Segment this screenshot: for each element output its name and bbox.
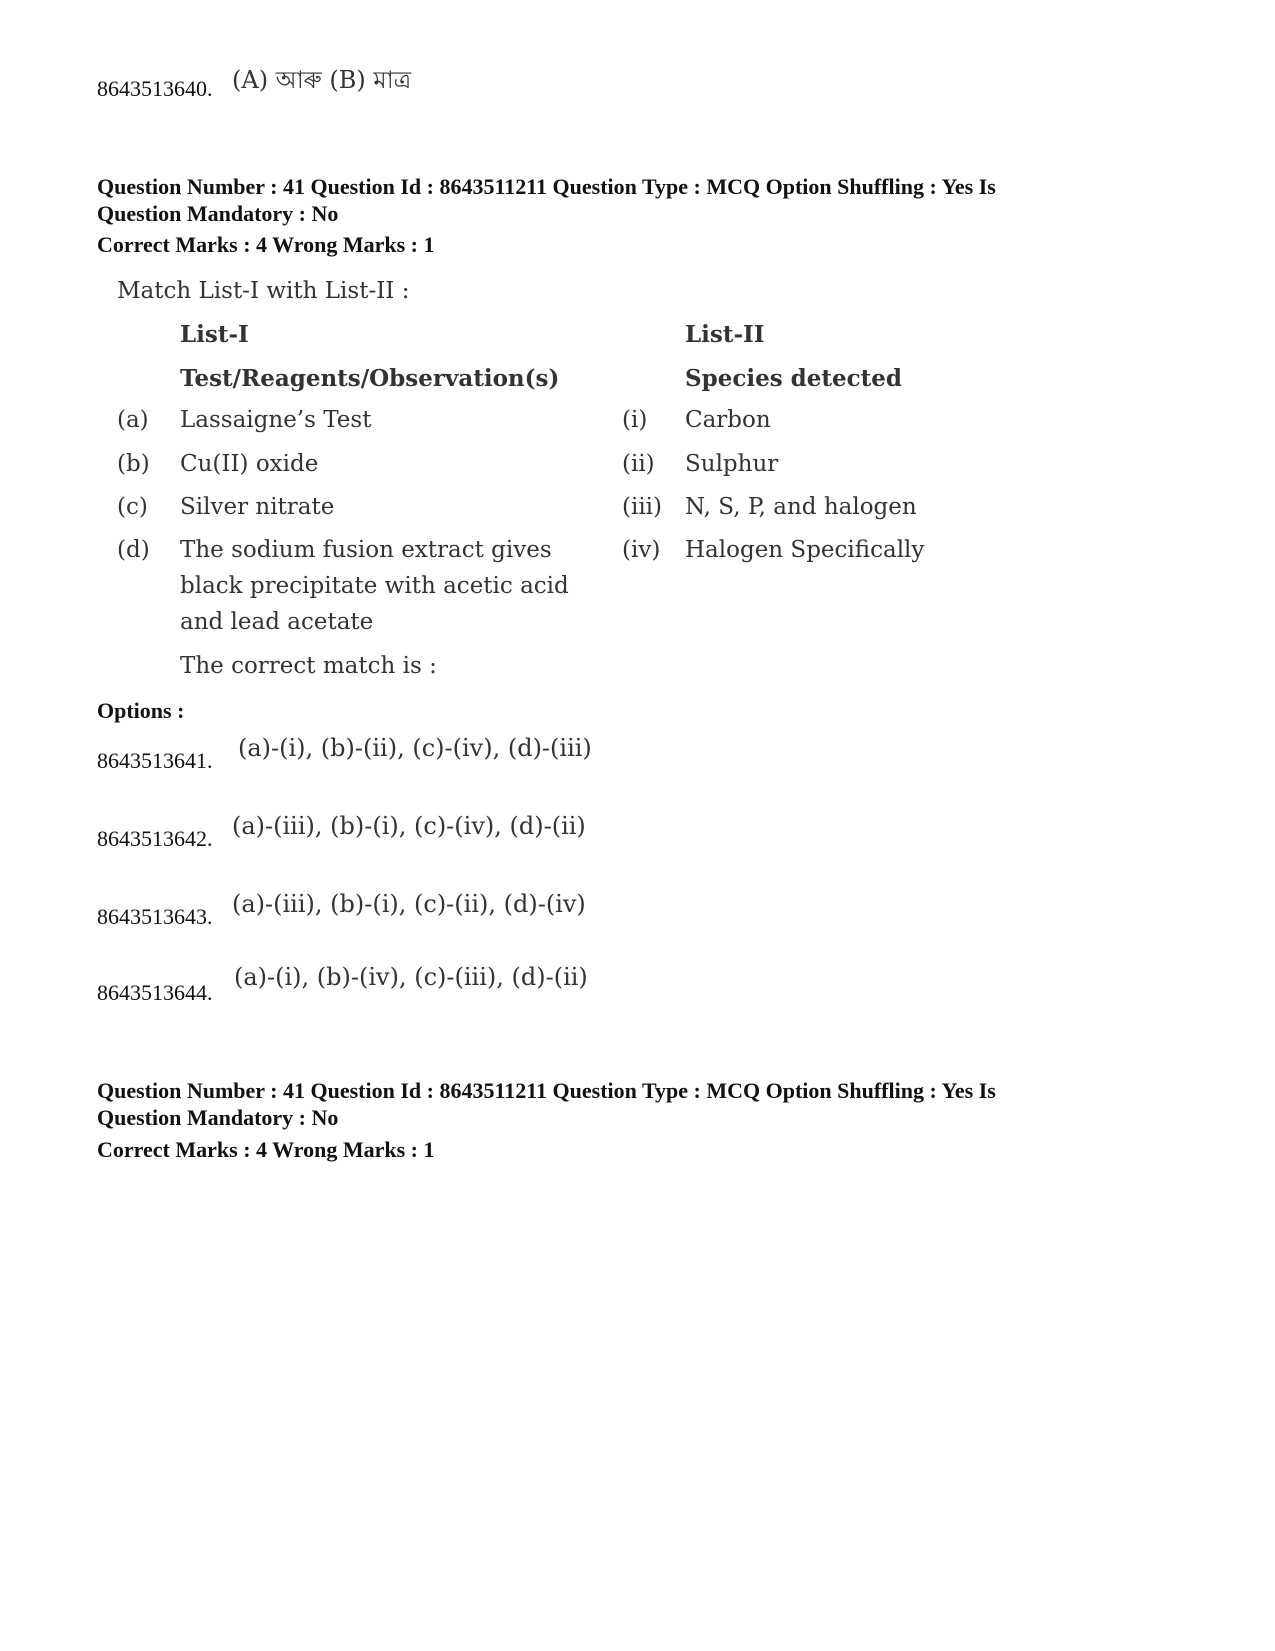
options-label: Options : [97, 698, 185, 723]
list1-item-line: and lead acetate [180, 609, 374, 635]
question-meta-line: Question Number : 41 Question Id : 8643511211 Question Type : MCQ Option Shuffling : Yes Is [97, 1078, 996, 1103]
question-mandatory: Question Mandatory : No [97, 1105, 339, 1130]
list2-label: (i) [622, 407, 648, 433]
list1-item: Lassaigne’s Test [180, 407, 372, 433]
question-mandatory: Question Mandatory : No [97, 201, 339, 226]
option-id: 8643513644. [97, 980, 213, 1005]
list1-item-line: black precipitate with acetic acid [180, 573, 569, 599]
option-id: 8643513643. [97, 904, 213, 929]
list2-item: Carbon [685, 407, 771, 433]
list2-title: List-II [685, 321, 765, 348]
option-text: (a)-(i), (b)-(ii), (c)-(iv), (d)-(iii) [238, 734, 592, 762]
list2-subtitle: Species detected [685, 365, 902, 392]
list2-item: Halogen Specifically [685, 537, 925, 563]
list1-label: (d) [117, 537, 150, 563]
question-closing: The correct match is : [180, 653, 437, 679]
option-text: (a)-(iii), (b)-(i), (c)-(ii), (d)-(iv) [232, 890, 586, 918]
list2-item: N, S, P, and halogen [685, 494, 917, 520]
list2-item: Sulphur [685, 451, 779, 477]
list1-item: Silver nitrate [180, 494, 335, 520]
option-id: 8643513642. [97, 826, 213, 851]
question-marks: Correct Marks : 4 Wrong Marks : 1 [97, 1137, 435, 1162]
list1-title: List-I [180, 321, 249, 348]
question-marks: Correct Marks : 4 Wrong Marks : 1 [97, 232, 435, 257]
list1-item-line: The sodium fusion extract gives [180, 537, 552, 563]
list2-label: (ii) [622, 451, 655, 477]
list1-item: Cu(II) oxide [180, 451, 319, 477]
list1-label: (b) [117, 451, 150, 477]
list1-subtitle: Test/Reagents/Observation(s) [180, 365, 560, 392]
option-text: (a)-(iii), (b)-(i), (c)-(iv), (d)-(ii) [232, 812, 586, 840]
list2-label: (iii) [622, 494, 663, 520]
option-text: (A) আৰু (B) মাত্ৰ [232, 66, 412, 94]
list1-label: (c) [117, 494, 148, 520]
list2-label: (iv) [622, 537, 661, 563]
option-text: (a)-(i), (b)-(iv), (c)-(iii), (d)-(ii) [234, 963, 588, 991]
option-id: 8643513640. [97, 76, 213, 101]
list1-label: (a) [117, 407, 149, 433]
option-id: 8643513641. [97, 748, 213, 773]
question-meta-line: Question Number : 41 Question Id : 8643511211 Question Type : MCQ Option Shuffling : Yes Is [97, 174, 996, 199]
question-intro: Match List-I with List-II : [117, 278, 410, 304]
